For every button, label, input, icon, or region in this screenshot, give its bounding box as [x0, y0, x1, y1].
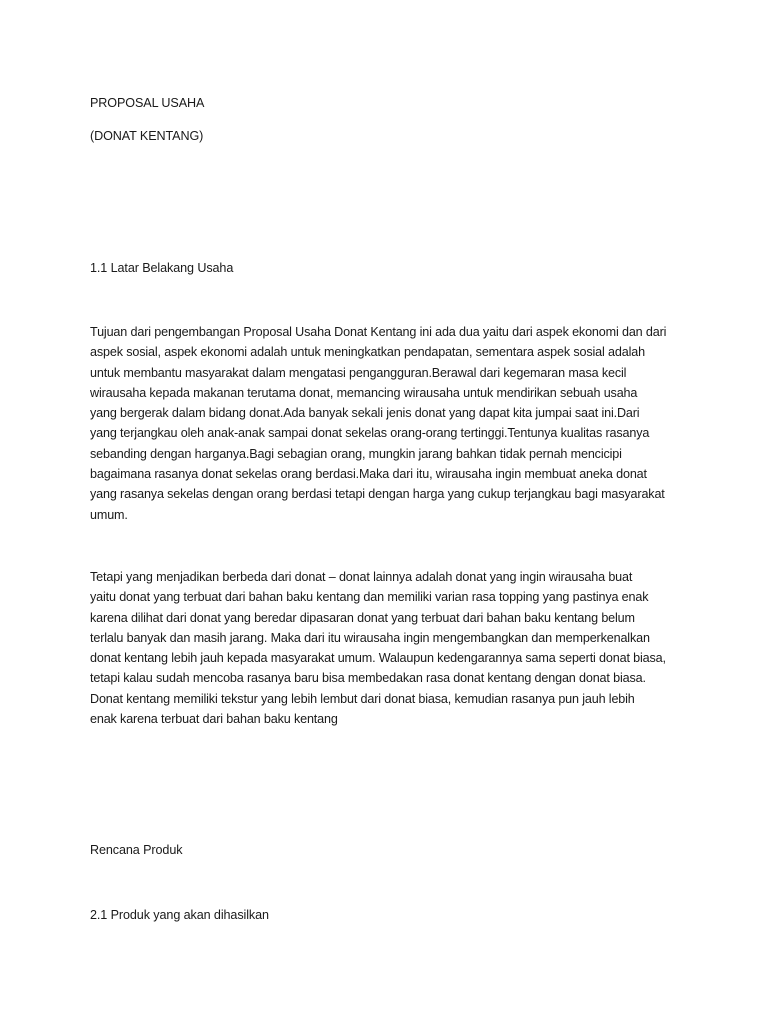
paragraph-1-line: untuk membantu masyarakat dalam mengatasi pengangguran.Berawal dari kegemaran masa kecil	[90, 365, 627, 380]
paragraph-2-line: enak karena terbuat dari bahan baku kentang	[90, 712, 338, 727]
paragraph-2	[90, 567, 690, 729]
paragraph-1-line: yang rasanya sekelas dengan orang berdasi tetapi dengan harga yang cukup terjangkau bagi masyarakat	[90, 487, 665, 502]
paragraph-1-line: umum.	[90, 507, 128, 522]
paragraph-2-line: Donat kentang memiliki tekstur yang lebih lembut dari donat biasa, kemudian rasanya pun jauh lebih	[90, 691, 635, 706]
section-2-1-heading: 2.1 Produk yang akan dihasilkan	[90, 908, 269, 922]
paragraph-1	[90, 322, 690, 525]
paragraph-2-line: donat kentang lebih jauh kepada masyarakat umum. Walaupun kedengarannya sama seperti donat biasa,	[90, 651, 666, 666]
section-2-heading: Rencana Produk	[90, 843, 183, 857]
paragraph-1-line: sebanding dengan harganya.Bagi sebagian orang, mungkin jarang bahkan tidak pernah mencicipi	[90, 446, 622, 461]
paragraph-2-line: terlalu banyak dan masih jarang. Maka dari itu wirausaha ingin mengembangkan dan memperkenalkan	[90, 630, 650, 645]
paragraph-1-line: Tujuan dari pengembangan Proposal Usaha Donat Kentang ini ada dua yaitu dari aspek ekonomi dan dari	[90, 325, 667, 339]
paragraph-1-line: yang bergerak dalam bidang donat.Ada banyak sekali jenis donat yang dapat kita jumpai saat ini.Dari	[90, 406, 640, 421]
paragraph-2-line: yaitu donat yang terbuat dari bahan baku kentang dan memiliki varian rasa topping yang pastinya enak	[90, 590, 649, 605]
document-title: PROPOSAL USAHA	[90, 96, 205, 110]
paragraph-2-line: Tetapi yang menjadikan berbeda dari donat – donat lainnya adalah donat yang ingin wirausaha buat	[90, 570, 633, 584]
document-subtitle: (DONAT KENTANG)	[90, 129, 204, 143]
paragraph-1-line: aspek sosial, aspek ekonomi adalah untuk meningkatkan pendapatan, sementara aspek sosial adalah	[90, 345, 645, 360]
paragraph-2-line: karena dilihat dari donat yang beredar dipasaran donat yang terbuat dari bahan baku kentang belum	[90, 610, 635, 625]
paragraph-2-line: tetapi kalau sudah mencoba rasanya baru bisa membedakan rasa donat kentang dengan donat biasa.	[90, 671, 646, 686]
section-1-heading: 1.1 Latar Belakang Usaha	[90, 261, 234, 275]
paragraph-1-line: bagaimana rasanya donat sekelas orang berdasi.Maka dari itu, wirausaha ingin membuat aneka donat	[90, 467, 647, 482]
paragraph-1-line: wirausaha kepada makanan terutama donat, memancing wirausaha untuk mendirikan sebuah usaha	[90, 385, 638, 400]
paragraph-1-line: yang terjangkau oleh anak-anak sampai donat sekelas orang-orang tertinggi.Tentunya kualitas rasanya	[90, 426, 650, 441]
